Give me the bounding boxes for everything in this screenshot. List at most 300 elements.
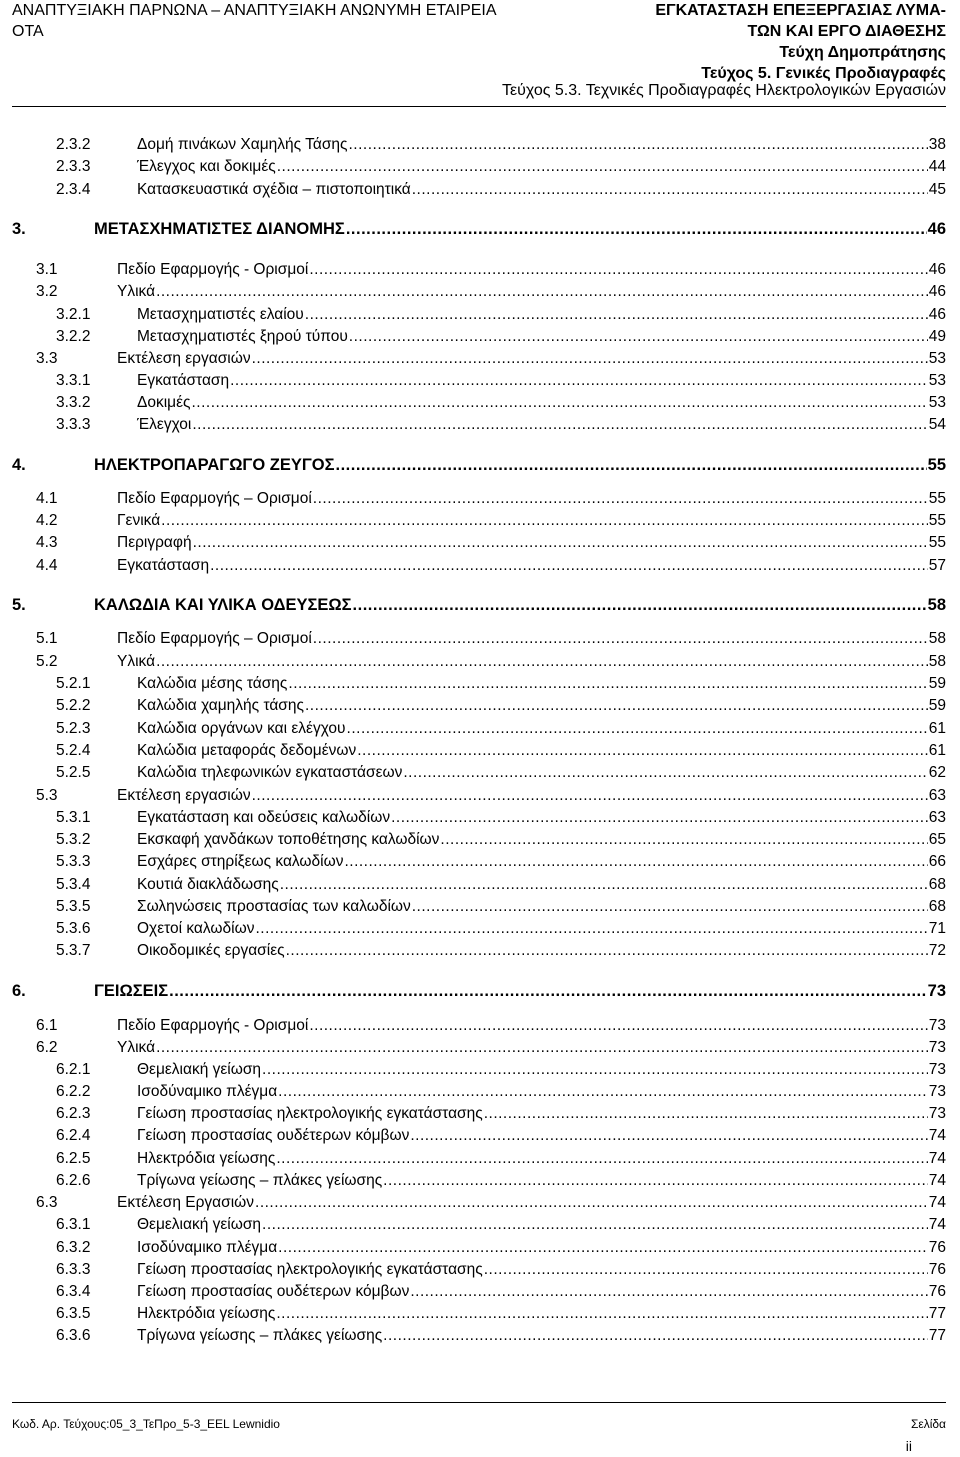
toc-entry-number: 2.3.2	[56, 136, 91, 153]
toc-entry-line	[117, 260, 946, 280]
header-subtitle: Τεύχος 5.3. Τεχνικές Προδιαγραφές Ηλεκτρολογικών Εργασιών	[501, 82, 946, 99]
toc-entry-number: 5.2.4	[56, 742, 91, 759]
toc-entry-line	[137, 415, 946, 435]
toc-entry-number: 4.3	[36, 534, 58, 551]
toc-dot-leader	[252, 786, 928, 806]
toc-dot-leader	[286, 941, 928, 961]
toc-entry[interactable]	[0, 919, 960, 939]
toc-entry-line	[137, 1149, 946, 1169]
toc-entry[interactable]	[0, 489, 960, 509]
toc-entry-line	[94, 980, 946, 1002]
footer-divider	[12, 1402, 946, 1403]
toc-dot-leader	[280, 875, 928, 895]
toc-entry[interactable]	[0, 652, 960, 672]
toc-entry-line	[137, 830, 946, 850]
toc-entry-number: 5.3.6	[56, 920, 91, 937]
toc-entry[interactable]	[0, 786, 960, 806]
toc-dot-leader	[344, 852, 927, 872]
toc-entry[interactable]	[0, 454, 960, 476]
toc-entry-number: 5.2.3	[56, 720, 91, 737]
footer-page-number: ii	[905, 1438, 912, 1454]
toc-entry-line	[137, 1126, 946, 1146]
toc-entry-page: 58	[928, 653, 946, 670]
toc-entry-number: 5.3.2	[56, 831, 91, 848]
toc-entry[interactable]	[0, 1016, 960, 1036]
toc-entry-number: 6.3.1	[56, 1216, 91, 1233]
toc-entry-number: 5.2.5	[56, 764, 91, 781]
toc-entry-number: 5.2	[36, 653, 58, 670]
toc-dot-leader	[391, 808, 928, 828]
toc-entry[interactable]	[0, 218, 960, 240]
header-project-line4: Τεύχος 5. Γενικές Προδιαγραφές	[701, 65, 946, 82]
toc-entry-line	[137, 1260, 946, 1280]
toc-entry-number: 3.1	[36, 261, 58, 278]
toc-entry-number: 5.2.1	[56, 675, 91, 692]
toc-entry-page: 73	[928, 1083, 946, 1100]
toc-entry-title: Γενικά	[117, 512, 161, 529]
toc-entry[interactable]	[0, 349, 960, 369]
toc-entry-title: Θεμελιακή γείωση	[137, 1216, 262, 1233]
toc-entry-line	[137, 741, 946, 761]
header-org-line2: ΟΤΑ	[12, 23, 44, 40]
toc-entry-number: 3.2	[36, 283, 58, 300]
toc-entry-line	[117, 1038, 946, 1058]
toc-entry[interactable]	[0, 511, 960, 531]
toc-entry-line	[137, 180, 946, 200]
toc-entry-page: 59	[928, 675, 946, 692]
toc-entry-page: 74	[928, 1216, 946, 1233]
toc-entry-line	[117, 282, 946, 302]
toc-entry-number: 6.3.5	[56, 1305, 91, 1322]
toc-entry-title: Καλώδια τηλεφωνικών εγκαταστάσεων	[137, 764, 403, 781]
toc-entry-line	[137, 393, 946, 413]
toc-entry-line	[137, 1304, 946, 1324]
toc-entry-title: Εκτέλεση εργασιών	[117, 350, 251, 367]
toc-entry-title: Πεδίο Εφαρμογής – Ορισμοί	[117, 630, 312, 647]
toc-entry-number: 6.2.5	[56, 1150, 91, 1167]
toc-entry[interactable]	[0, 1126, 960, 1146]
toc-entry[interactable]	[0, 1282, 960, 1302]
toc-dot-leader	[288, 674, 927, 694]
toc-entry[interactable]	[0, 1104, 960, 1124]
toc-dot-leader	[156, 652, 928, 672]
toc-entry-number: 4.4	[36, 557, 58, 574]
toc-entry[interactable]	[0, 260, 960, 280]
toc-entry-number: 5.1	[36, 630, 58, 647]
toc-entry-title: Κατασκευαστικά σχέδια – πιστοποιητικά	[137, 181, 411, 198]
toc-entry-line	[137, 919, 946, 939]
toc-dot-leader	[357, 741, 928, 761]
toc-dot-leader	[192, 415, 927, 435]
toc-dot-leader	[349, 327, 928, 347]
toc-dot-leader	[410, 1282, 927, 1302]
toc-dot-leader	[156, 1038, 928, 1058]
toc-entry-title: Υλικά	[117, 1039, 156, 1056]
toc-entry-number: 6.2.1	[56, 1061, 91, 1078]
toc-entry[interactable]	[0, 1060, 960, 1080]
toc-entry[interactable]	[0, 1082, 960, 1102]
toc-entry[interactable]	[0, 305, 960, 325]
toc-entry-line	[94, 454, 946, 476]
footer-document-code: Κωδ. Αρ. Τεύχους:05_3_ΤεΠρο_5-3_EEL Lewnidio	[12, 1417, 280, 1431]
toc-entry[interactable]	[0, 594, 960, 616]
toc-entry-page: 38	[928, 136, 946, 153]
toc-entry-title: Έλεγχος και δοκιμές	[137, 158, 276, 175]
toc-entry-line	[117, 1193, 946, 1213]
toc-entry-title: Οχετοί καλωδίων	[137, 920, 255, 937]
toc-entry[interactable]	[0, 1260, 960, 1280]
toc-entry[interactable]	[0, 1215, 960, 1235]
toc-entry-page: 58	[928, 630, 946, 647]
toc-entry-page: 73	[927, 982, 946, 1000]
toc-dot-leader	[410, 1126, 927, 1146]
toc-dot-leader	[383, 1326, 928, 1346]
toc-entry[interactable]	[0, 556, 960, 576]
toc-entry-title: ΓΕΙΩΣΕΙΣ	[94, 982, 169, 1000]
toc-entry-line	[117, 511, 946, 531]
toc-entry-page: 58	[927, 596, 946, 614]
toc-entry[interactable]	[0, 852, 960, 872]
toc-dot-leader	[262, 1060, 928, 1080]
toc-entry-number: 6.3.6	[56, 1327, 91, 1344]
toc-entry-number: 3.3	[36, 350, 58, 367]
toc-dot-leader	[313, 629, 928, 649]
toc-entry-title: Υλικά	[117, 653, 156, 670]
toc-entry-title: Εκτέλεση Εργασιών	[117, 1194, 255, 1211]
toc-dot-leader	[191, 393, 927, 413]
toc-entry-line	[137, 696, 946, 716]
toc-entry-page: 55	[928, 490, 946, 507]
toc-entry-line	[137, 1282, 946, 1302]
toc-entry-page: 44	[928, 158, 946, 175]
toc-entry-line	[137, 1215, 946, 1235]
toc-entry[interactable]	[0, 741, 960, 761]
toc-entry-page: 46	[927, 220, 946, 238]
toc-dot-leader	[383, 1171, 928, 1191]
toc-entry-page: 46	[928, 261, 946, 278]
toc-entry-line	[137, 674, 946, 694]
toc-dot-leader	[309, 260, 927, 280]
toc-entry-page: 55	[928, 534, 946, 551]
toc-entry-line	[137, 1060, 946, 1080]
toc-entry-page: 73	[928, 1061, 946, 1078]
toc-entry-number: 6.2	[36, 1039, 58, 1056]
toc-entry-number: 6.3.3	[56, 1261, 91, 1278]
toc-entry-line	[137, 157, 946, 177]
toc-dot-leader	[349, 135, 928, 155]
toc-entry-page: 73	[928, 1039, 946, 1056]
toc-entry-line	[117, 489, 946, 509]
toc-dot-leader	[277, 157, 928, 177]
toc-entry-page: 65	[928, 831, 946, 848]
toc-entry-line	[137, 1326, 946, 1346]
toc-entry[interactable]	[0, 674, 960, 694]
toc-entry-number: 6.2.2	[56, 1083, 91, 1100]
toc-dot-leader	[336, 454, 927, 476]
toc-entry-page: 63	[928, 787, 946, 804]
toc-entry-title: Μετασχηματιστές ελαίου	[137, 306, 304, 323]
toc-entry-title: Δοκιμές	[137, 394, 191, 411]
toc-entry-page: 74	[928, 1172, 946, 1189]
toc-entry-number: 6.2.4	[56, 1127, 91, 1144]
toc-entry-title: Τρίγωνα γείωσης – πλάκες γείωσης	[137, 1172, 383, 1189]
header-organization	[12, 0, 592, 42]
toc-dot-leader	[193, 533, 928, 553]
toc-entry-title: Εκσκαφή χανδάκων τοποθέτησης καλωδίων	[137, 831, 440, 848]
toc-dot-leader	[161, 511, 928, 531]
toc-entry-title: Ηλεκτρόδια γείωσης	[137, 1150, 276, 1167]
toc-entry-title: Καλώδια χαμηλής τάσης	[137, 697, 304, 714]
toc-entry-title: Πεδίο Εφαρμογής - Ορισμοί	[117, 261, 309, 278]
toc-entry-line	[117, 556, 946, 576]
toc-entry-line	[137, 852, 946, 872]
toc-entry-number: 3.2.2	[56, 328, 91, 345]
toc-entry-title: Υλικά	[117, 283, 156, 300]
toc-entry-page: 71	[928, 920, 946, 937]
toc-entry-line	[137, 897, 946, 917]
toc-entry-title: Πεδίο Εφαρμογής – Ορισμοί	[117, 490, 312, 507]
toc-entry-number: 5.2.2	[56, 697, 91, 714]
toc-entry-page: 59	[928, 697, 946, 714]
toc-entry[interactable]	[0, 1171, 960, 1191]
toc-dot-leader	[412, 897, 928, 917]
toc-entry[interactable]	[0, 180, 960, 200]
toc-entry[interactable]	[0, 897, 960, 917]
toc-entry-title: Ισοδύναμικο πλέγμα	[137, 1083, 278, 1100]
toc-entry-page: 61	[928, 720, 946, 737]
toc-dot-leader	[255, 919, 927, 939]
toc-entry[interactable]	[0, 1326, 960, 1346]
toc-entry-title: Γείωση προστασίας ουδέτερων κόμβων	[137, 1127, 410, 1144]
toc-entry-title: Μετασχηματιστές ξηρού τύπου	[137, 328, 348, 345]
toc-entry-title: Δομή πινάκων Χαμηλής Τάσης	[137, 136, 348, 153]
toc-entry-line	[137, 719, 946, 739]
toc-entry[interactable]	[0, 808, 960, 828]
toc-entry[interactable]	[0, 875, 960, 895]
toc-dot-leader	[230, 371, 928, 391]
toc-entry-line	[94, 594, 946, 616]
toc-entry-number: 6.3	[36, 1194, 58, 1211]
toc-entry-title: Οικοδομικές εργασίες	[137, 942, 285, 959]
toc-entry-line	[137, 371, 946, 391]
toc-entry-title: Θεμελιακή γείωση	[137, 1061, 262, 1078]
toc-entry-title: ΗΛΕΚΤΡΟΠΑΡΑΓΩΓΟ ΖΕΥΓΟΣ	[94, 456, 335, 474]
toc-entry-page: 72	[928, 942, 946, 959]
toc-entry[interactable]	[0, 629, 960, 649]
header-divider	[12, 106, 946, 107]
toc-entry-page: 76	[928, 1261, 946, 1278]
toc-entry-page: 73	[928, 1017, 946, 1034]
toc-entry-page: 74	[928, 1150, 946, 1167]
toc-entry-page: 73	[928, 1105, 946, 1122]
header-org-line1: ΑΝΑΠΤΥΞΙΑΚΗ ΠΑΡΝΩΝΑ – ΑΝΑΠΤΥΞΙΑΚΗ ΑΝΩΝΥΜΗ ΕΤΑΙΡΕΙΑ	[12, 2, 497, 19]
toc-entry-line	[117, 1016, 946, 1036]
toc-entry[interactable]	[0, 157, 960, 177]
toc-dot-leader	[278, 1082, 928, 1102]
toc-entry-title: Καλώδια οργάνων και ελέγχου	[137, 720, 346, 737]
toc-entry[interactable]	[0, 393, 960, 413]
toc-entry-title: Ηλεκτρόδια γείωσης	[137, 1305, 276, 1322]
toc-entry[interactable]	[0, 696, 960, 716]
toc-entry-title: Καλώδια μέσης τάσης	[137, 675, 288, 692]
toc-entry-number: 2.3.4	[56, 181, 91, 198]
toc-entry-line	[117, 629, 946, 649]
toc-entry-line	[137, 808, 946, 828]
header-project-line2: ΤΩΝ ΚΑΙ ΕΡΓΟ ΔΙΑΘΕΣΗΣ	[747, 23, 946, 40]
toc-dot-leader	[156, 282, 928, 302]
toc-dot-leader	[305, 696, 928, 716]
toc-entry-page: 66	[928, 853, 946, 870]
toc-entry[interactable]	[0, 135, 960, 155]
toc-entry[interactable]	[0, 327, 960, 347]
toc-entry-title: Γείωση προστασίας ηλεκτρολογικής εγκατάστασης	[137, 1105, 483, 1122]
toc-entry-title: Ισοδύναμικο πλέγμα	[137, 1239, 278, 1256]
toc-entry-page: 77	[928, 1327, 946, 1344]
toc-entry-line	[137, 135, 946, 155]
toc-entry-page: 46	[928, 283, 946, 300]
toc-dot-leader	[278, 1238, 928, 1258]
toc-dot-leader	[313, 489, 928, 509]
toc-entry-number: 6.3.4	[56, 1283, 91, 1300]
toc-dot-leader	[262, 1215, 928, 1235]
toc-entry-line	[137, 1171, 946, 1191]
toc-entry-number: 6.2.6	[56, 1172, 91, 1189]
toc-entry-number: 6.3.2	[56, 1239, 91, 1256]
toc-entry-title: ΚΑΛΩΔΙΑ ΚΑΙ ΥΛΙΚΑ ΟΔΕΥΣΕΩΣ	[94, 596, 352, 614]
toc-entry-line	[137, 941, 946, 961]
toc-entry[interactable]	[0, 282, 960, 302]
toc-dot-leader	[210, 556, 928, 576]
toc-entry-page: 68	[928, 876, 946, 893]
toc-dot-leader	[252, 349, 928, 369]
toc-entry-title: Εσχάρες στηρίξεως καλωδίων	[137, 853, 344, 870]
toc-entry-number: 6.1	[36, 1017, 58, 1034]
toc-dot-leader	[484, 1104, 928, 1124]
header-project	[606, 0, 946, 84]
toc-entry-title: Πεδίο Εφαρμογής - Ορισμοί	[117, 1017, 309, 1034]
toc-entry-number: 5.3.7	[56, 942, 91, 959]
toc-entry-number: 3.	[12, 220, 26, 238]
toc-entry-title: Γείωση προστασίας ηλεκτρολογικής εγκατάστασης	[137, 1261, 483, 1278]
toc-entry-number: 4.	[12, 456, 26, 474]
toc-entry-page: 76	[928, 1239, 946, 1256]
toc-entry[interactable]	[0, 719, 960, 739]
toc-entry-number: 2.3.3	[56, 158, 91, 175]
toc-entry-page: 68	[928, 898, 946, 915]
toc-entry[interactable]	[0, 830, 960, 850]
header-project-line1: ΕΓΚΑΤΑΣΤΑΣΗ ΕΠΕΞΕΡΓΑΣΙΑΣ ΛΥΜΑ-	[655, 2, 946, 19]
toc-entry-number: 5.3.1	[56, 809, 91, 826]
toc-dot-leader	[353, 594, 927, 616]
toc-entry-number: 5.3.4	[56, 876, 91, 893]
toc-entry-number: 4.2	[36, 512, 58, 529]
toc-entry-title: Εγκατάσταση και οδεύσεις καλωδίων	[137, 809, 391, 826]
toc-dot-leader	[403, 763, 927, 783]
toc-entry-line	[117, 533, 946, 553]
toc-entry[interactable]	[0, 1238, 960, 1258]
toc-entry-title: Εγκατάσταση	[137, 372, 230, 389]
toc-entry-number: 3.3.1	[56, 372, 91, 389]
toc-entry-page: 55	[927, 456, 946, 474]
toc-entry-page: 62	[928, 764, 946, 781]
toc-entry-line	[117, 786, 946, 806]
toc-entry-number: 5.	[12, 596, 26, 614]
toc-entry-number: 3.2.1	[56, 306, 91, 323]
toc-entry-number: 3.3.3	[56, 416, 91, 433]
toc-entry-line	[137, 305, 946, 325]
toc-entry-line	[117, 652, 946, 672]
toc-entry[interactable]	[0, 1038, 960, 1058]
toc-entry-title: Γείωση προστασίας ουδέτερων κόμβων	[137, 1283, 410, 1300]
toc-entry-line	[137, 763, 946, 783]
toc-entry[interactable]	[0, 415, 960, 435]
toc-entry-title: Εγκατάσταση	[117, 557, 210, 574]
toc-dot-leader	[309, 1016, 927, 1036]
toc-dot-leader	[305, 305, 928, 325]
toc-entry-page: 77	[928, 1305, 946, 1322]
toc-dot-leader	[276, 1304, 927, 1324]
toc-dot-leader	[346, 218, 927, 240]
toc-entry-page: 54	[928, 416, 946, 433]
toc-entry-title: Τρίγωνα γείωσης – πλάκες γείωσης	[137, 1327, 383, 1344]
toc-entry-page: 76	[928, 1283, 946, 1300]
toc-dot-leader	[440, 830, 927, 850]
toc-dot-leader	[484, 1260, 928, 1280]
toc-entry-line	[137, 1082, 946, 1102]
toc-entry-page: 49	[928, 328, 946, 345]
toc-entry[interactable]	[0, 533, 960, 553]
toc-entry-title: Περιγραφή	[117, 534, 192, 551]
toc-entry-page: 63	[928, 809, 946, 826]
toc-entry-title: Καλώδια μεταφοράς δεδομένων	[137, 742, 357, 759]
toc-entry-page: 61	[928, 742, 946, 759]
toc-entry-title: Έλεγχοι	[137, 416, 192, 433]
toc-entry[interactable]	[0, 763, 960, 783]
toc-entry-number: 6.	[12, 982, 26, 1000]
toc-entry-number: 5.3.5	[56, 898, 91, 915]
toc-entry-title: ΜΕΤΑΣΧΗΜΑΤΙΣΤΕΣ ΔΙΑΝΟΜΗΣ	[94, 220, 345, 238]
toc-entry-page: 55	[928, 512, 946, 529]
toc-entry-page: 57	[928, 557, 946, 574]
toc-entry-number: 6.2.3	[56, 1105, 91, 1122]
toc-entry-number: 4.1	[36, 490, 58, 507]
header-project-line3: Τεύχη Δημοπράτησης	[779, 44, 946, 61]
toc-entry-page: 53	[928, 350, 946, 367]
toc-dot-leader	[412, 180, 928, 200]
toc-entry-line	[137, 875, 946, 895]
toc-entry[interactable]	[0, 941, 960, 961]
page-header	[0, 0, 960, 108]
toc-entry-page: 46	[928, 306, 946, 323]
toc-dot-leader	[347, 719, 928, 739]
toc-entry[interactable]	[0, 1304, 960, 1324]
toc-entry[interactable]	[0, 980, 960, 1002]
toc-entry-number: 5.3	[36, 787, 58, 804]
toc-entry-page: 45	[928, 181, 946, 198]
toc-entry-line	[117, 349, 946, 369]
toc-entry-title: Σωληνώσεις προστασίας των καλωδίων	[137, 898, 411, 915]
toc-entry[interactable]	[0, 371, 960, 391]
toc-entry-line	[137, 1238, 946, 1258]
toc-entry-line	[94, 218, 946, 240]
toc-entry-page: 53	[928, 372, 946, 389]
toc-entry[interactable]	[0, 1149, 960, 1169]
toc-dot-leader	[276, 1149, 927, 1169]
toc-entry-page: 53	[928, 394, 946, 411]
toc-entry[interactable]	[0, 1193, 960, 1213]
toc-dot-leader	[255, 1193, 928, 1213]
toc-entry-page: 74	[928, 1194, 946, 1211]
